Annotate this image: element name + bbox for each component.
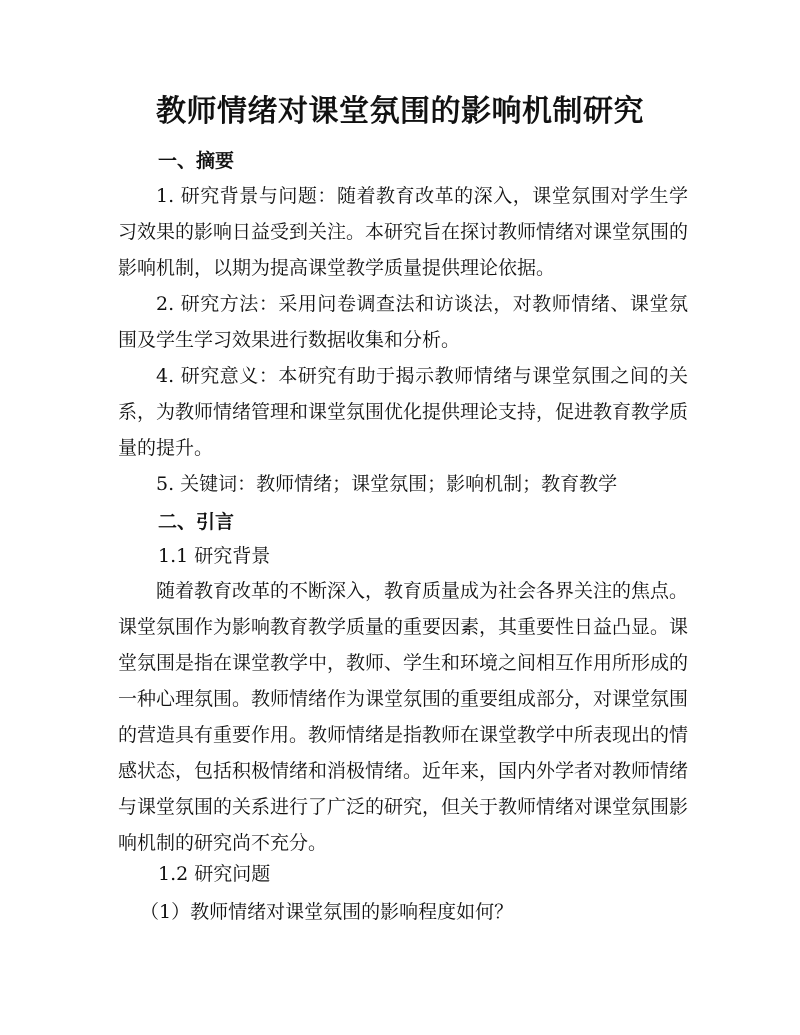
abstract-paragraph-keywords: 5. 关键词：教师情绪；课堂氛围；影响机制；教育教学 [156, 473, 618, 495]
subsection-heading-background: 1.1 研究背景 [158, 545, 271, 567]
intro-paragraph-background: 随着教育改革的不断深入，教育质量成为社会各界关注的焦点。课堂氛围作为影响教育教学质量的重要因素，其重要性日益凸显。课堂氛围是指在课堂教学中，教师、学生和环境之间相互作用所形成的一种心理氛围。教师情绪作为课堂氛围的重要组成部分，对课堂氛围的营造具有重要作用。教师情绪是指教师在课堂教学中所表现出的情感状态，包括积极情绪和消极情绪。近年来，国内外学者对教师情绪与课堂氛围的关系进行了广泛的研究，但关于教师情绪对课堂氛围影响机制的研究尚不充分。 [118, 580, 689, 854]
intro-heading: 二、引言 [158, 511, 235, 533]
document-title: 教师情绪对课堂氛围的影响机制研究 [156, 94, 644, 129]
abstract-paragraph-significance: 4. 研究意义：本研究有助于揭示教师情绪与课堂氛围之间的关系，为教师情绪管理和课堂氛围优化提供理论支持，促进教育教学质量的提升。 [118, 365, 689, 459]
subsection-heading-questions: 1.2 研究问题 [158, 863, 271, 885]
abstract-paragraph-methods: 2. 研究方法：采用问卷调查法和访谈法，对教师情绪、课堂氛围及学生学习效果进行数据收集和分析。 [118, 293, 688, 351]
abstract-paragraph-background: 1. 研究背景与问题：随着教育改革的深入，课堂氛围对学生学习效果的影响日益受到关注。本研究旨在探讨教师情绪对课堂氛围的影响机制，以期为提高课堂教学质量提供理论依据。 [118, 185, 689, 279]
research-question-item: （1）教师情绪对课堂氛围的影响程度如何？ [140, 901, 514, 923]
abstract-heading: 一、摘要 [158, 150, 235, 172]
